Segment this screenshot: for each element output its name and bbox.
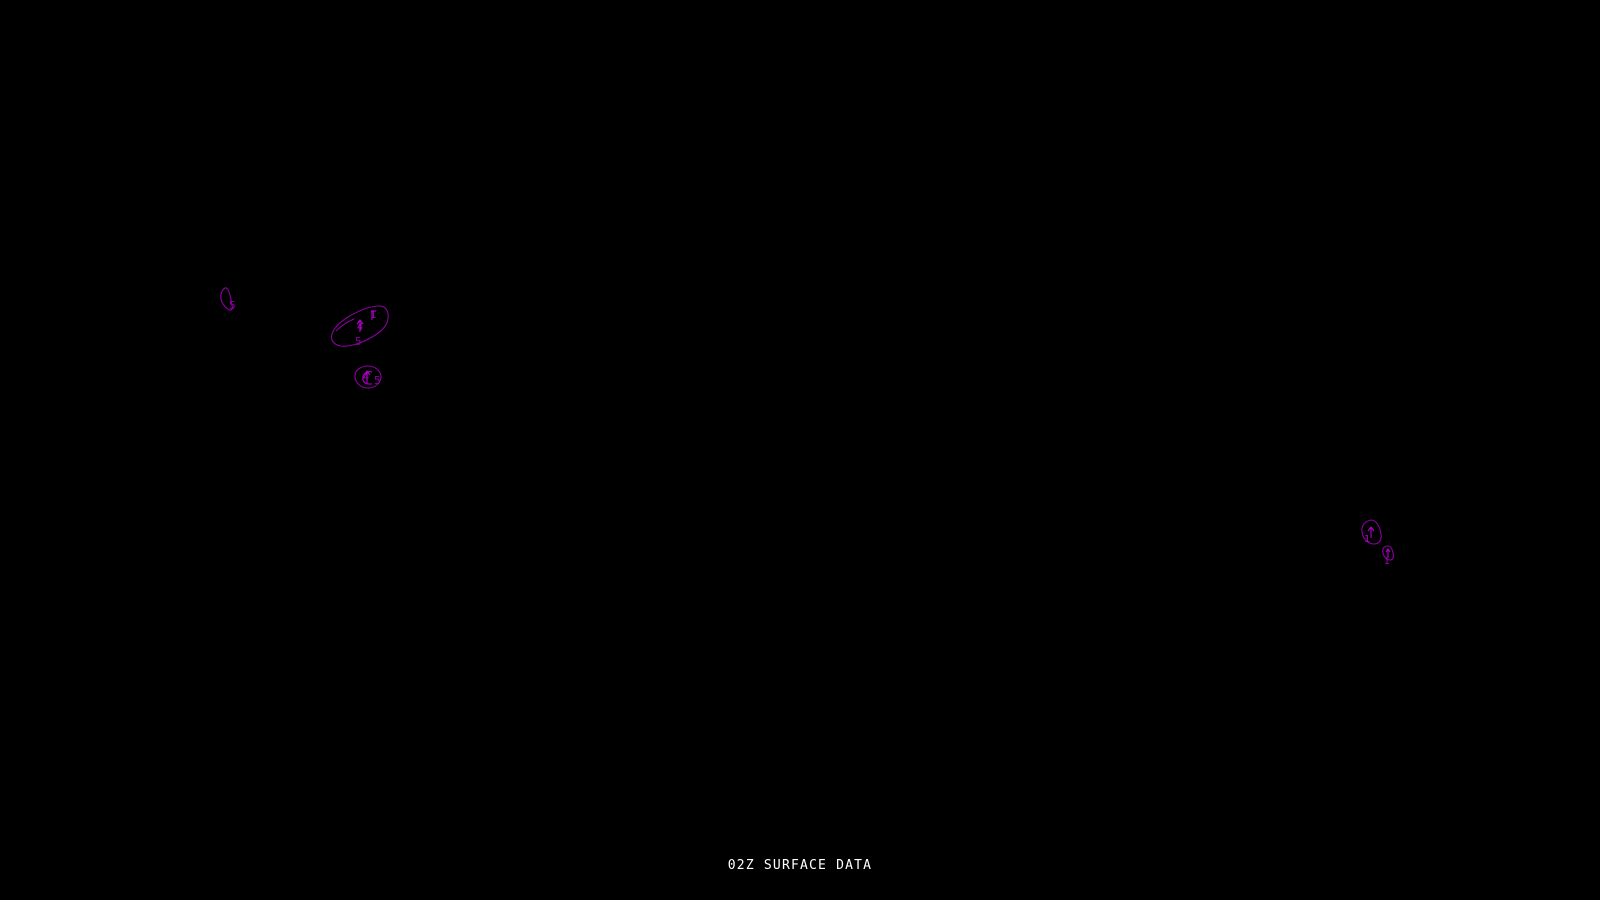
contour-label-east-lower: 1 [1384, 557, 1390, 567]
contour-label-east-upper: 1 [1364, 534, 1371, 545]
contour-label-central-small: 5 [374, 374, 381, 387]
contour-label-central-large-marker: 1 [370, 310, 377, 321]
contour-label-central-small-marker: 4 [363, 372, 370, 383]
contour-label-west-small: 5 [229, 299, 236, 312]
contour-label-central-large: 5 [355, 335, 362, 348]
contour-label-central-large-arrow: 4 [357, 322, 364, 333]
map-title-caption: 02Z SURFACE DATA [727, 858, 873, 873]
